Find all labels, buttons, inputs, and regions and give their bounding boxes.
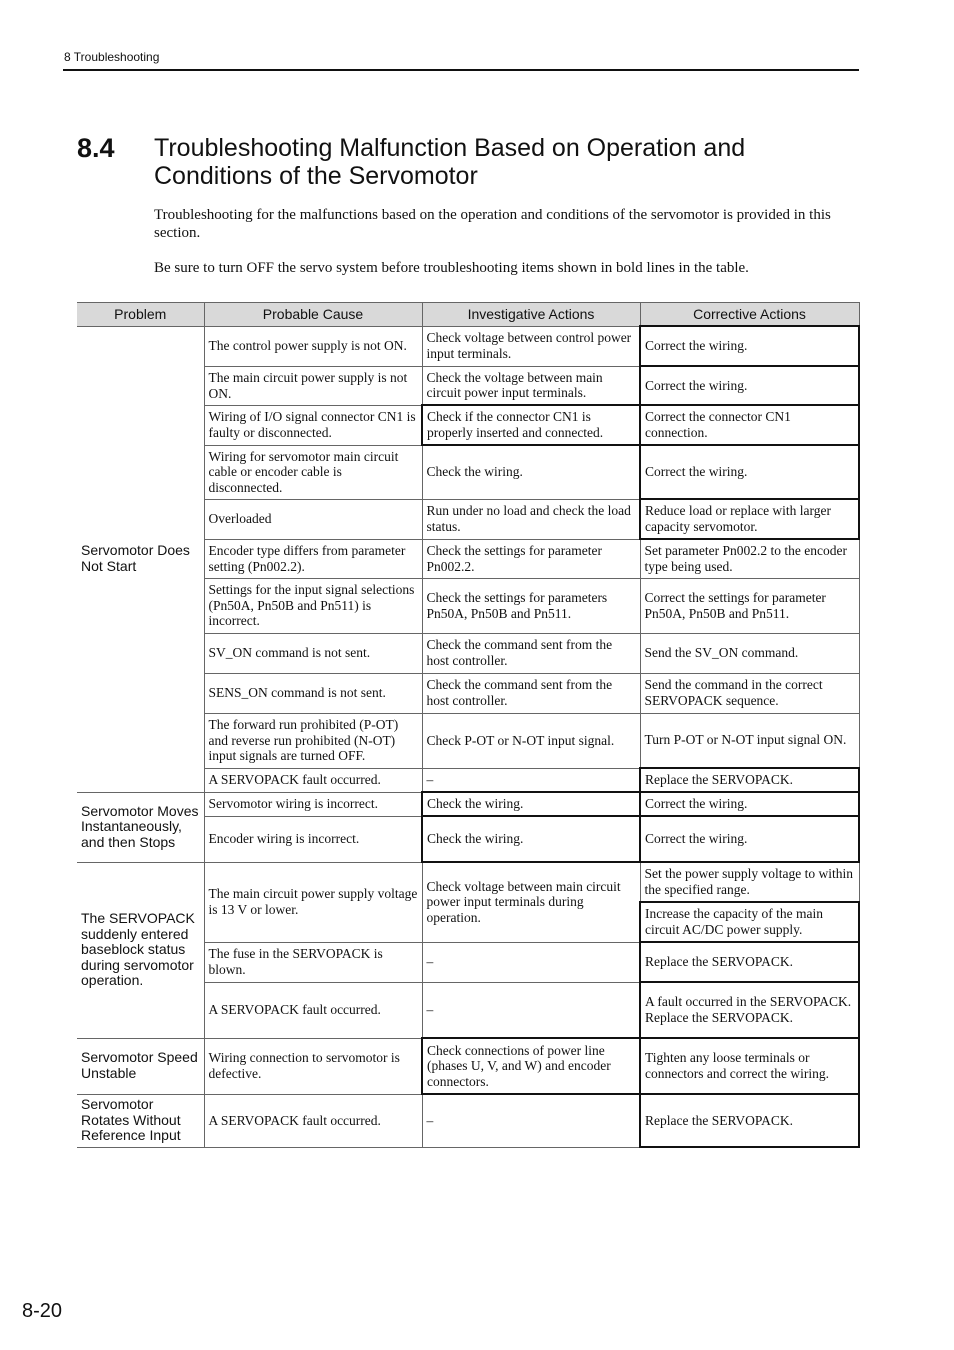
- corrective-cell: Replace the SERVOPACK.: [640, 768, 859, 792]
- bold-lines-note: Be sure to turn OFF the servo system before troubleshooting items shown in bold lines in the table.: [154, 260, 749, 276]
- table-header-row: [77, 303, 859, 327]
- col-header-corrective: Corrective Actions: [640, 303, 859, 327]
- investigate-cell: –: [422, 768, 640, 792]
- cause-cell: Wiring for servomotor main circuit cable or encoder cable is disconnected.: [204, 445, 422, 499]
- investigate-cell: Check if the connector CN1 is properly inserted and connected.: [422, 405, 640, 445]
- corrective-cell: Correct the wiring.: [640, 816, 859, 862]
- investigate-cell: –: [422, 1094, 640, 1147]
- table-row: [77, 792, 859, 816]
- investigate-cell: –: [422, 982, 640, 1038]
- corrective-cell: Replace the SERVOPACK.: [640, 1094, 859, 1147]
- cause-cell: The fuse in the SERVOPACK is blown.: [204, 942, 422, 982]
- investigate-cell: Check voltage between main circuit power input terminals during operation.: [422, 862, 640, 942]
- cause-cell: SENS_ON command is not sent.: [204, 673, 422, 713]
- cause-cell: A SERVOPACK fault occurred.: [204, 1094, 422, 1147]
- corrective-cell: Correct the settings for parameter Pn50A, Pn50B and Pn511.: [640, 578, 859, 633]
- col-header-investigative: Investigative Actions: [422, 303, 640, 327]
- cause-cell: Encoder type differs from parameter setting (Pn002.2).: [204, 539, 422, 578]
- section-number: 8.4: [77, 133, 115, 163]
- corrective-line: A fault occurred in the SERVOPACK.: [645, 994, 852, 1010]
- corrective-cell: Send the SV_ON command.: [640, 633, 859, 673]
- investigate-cell: Check connections of power line (phases U, V, and W) and encoder connectors.: [422, 1038, 640, 1094]
- table-row: [77, 326, 859, 366]
- corrective-cell: Correct the wiring.: [640, 366, 859, 405]
- intro-paragraph: Troubleshooting for the malfunctions based on the operation and conditions of the servomotor is provided in this section.: [154, 207, 831, 241]
- col-header-problem: Problem: [77, 303, 204, 327]
- cause-cell: Wiring connection to servomotor is defective.: [204, 1038, 422, 1094]
- corrective-cell: Correct the wiring.: [640, 326, 859, 366]
- investigate-cell: Check the settings for parameter Pn002.2.: [422, 539, 640, 578]
- investigate-cell: Check voltage between control power input terminals.: [422, 326, 640, 366]
- corrective-cell: Correct the connector CN1 connection.: [640, 405, 859, 445]
- investigate-cell: Check the wiring.: [422, 816, 640, 862]
- cause-cell: SV_ON command is not sent.: [204, 633, 422, 673]
- cause-cell: Wiring of I/O signal connector CN1 is faulty or disconnected.: [204, 405, 422, 445]
- corrective-cell: Reduce load or replace with larger capacity servomotor.: [640, 499, 859, 539]
- header-rule: [63, 69, 859, 71]
- corrective-cell: [640, 982, 859, 1038]
- corrective-cell: Tighten any loose terminals or connectors and correct the wiring.: [640, 1038, 859, 1094]
- section-title-line1: Troubleshooting Malfunction Based on Operation and: [154, 134, 746, 162]
- investigate-cell: Check the wiring.: [422, 445, 640, 499]
- corrective-cell: Send the command in the correct SERVOPACK sequence.: [640, 673, 859, 713]
- investigate-cell: Check the command sent from the host controller.: [422, 633, 640, 673]
- problem-cell: Servomotor Does Not Start: [77, 326, 204, 792]
- cause-cell: A SERVOPACK fault occurred.: [204, 768, 422, 792]
- corrective-line: Replace the SERVOPACK.: [645, 1010, 794, 1025]
- cause-cell: The main circuit power supply is not ON.: [204, 366, 422, 405]
- investigate-cell: Check the voltage between main circuit power input terminals.: [422, 366, 640, 405]
- cause-cell: The main circuit power supply voltage is 13 V or lower.: [204, 862, 422, 942]
- corrective-cell: Correct the wiring.: [640, 792, 859, 816]
- cause-cell: The control power supply is not ON.: [204, 326, 422, 366]
- corrective-cell: Increase the capacity of the main circuit AC/DC power supply.: [640, 902, 859, 942]
- table-row: [77, 862, 859, 902]
- corrective-cell: Correct the wiring.: [640, 445, 859, 499]
- section-title: [154, 134, 854, 190]
- col-header-cause: Probable Cause: [204, 303, 422, 327]
- cause-cell: Servomotor wiring is incorrect.: [204, 792, 422, 816]
- troubleshooting-table: [77, 302, 860, 1148]
- investigate-cell: Check the wiring.: [422, 792, 640, 816]
- corrective-cell: Set the power supply voltage to within the specified range.: [640, 862, 859, 902]
- investigate-cell: Check P-OT or N-OT input signal.: [422, 713, 640, 768]
- page-number: 8-20: [22, 1300, 63, 1322]
- cause-cell: A SERVOPACK fault occurred.: [204, 982, 422, 1038]
- table-row: [77, 1038, 859, 1094]
- cause-cell: Encoder wiring is incorrect.: [204, 816, 422, 862]
- cause-cell: Overloaded: [204, 499, 422, 539]
- problem-cell: Servomotor Speed Unstable: [77, 1038, 204, 1094]
- problem-cell: Servomotor Moves Instantaneously, and then Stops: [77, 792, 204, 862]
- section-title-line2: Conditions of the Servomotor: [154, 162, 478, 190]
- table-row: [77, 1094, 859, 1147]
- corrective-cell: Set parameter Pn002.2 to the encoder type being used.: [640, 539, 859, 578]
- cause-cell: The forward run prohibited (P-OT) and reverse run prohibited (N-OT) input signals are turned OFF.: [204, 713, 422, 768]
- corrective-cell: Replace the SERVOPACK.: [640, 942, 859, 982]
- investigate-cell: Run under no load and check the load status.: [422, 499, 640, 539]
- cause-cell: Settings for the input signal selections (Pn50A, Pn50B and Pn511) is incorrect.: [204, 578, 422, 633]
- problem-cell: Servomotor Rotates Without Reference Input: [77, 1094, 204, 1147]
- corrective-cell: Turn P-OT or N-OT input signal ON.: [640, 713, 859, 768]
- running-header: 8 Troubleshooting: [64, 50, 160, 64]
- problem-cell: The SERVOPACK suddenly entered baseblock status during servomotor operation.: [77, 862, 204, 1038]
- investigate-cell: –: [422, 942, 640, 982]
- investigate-cell: Check the command sent from the host controller.: [422, 673, 640, 713]
- investigate-cell: Check the settings for parameters Pn50A, Pn50B and Pn511.: [422, 578, 640, 633]
